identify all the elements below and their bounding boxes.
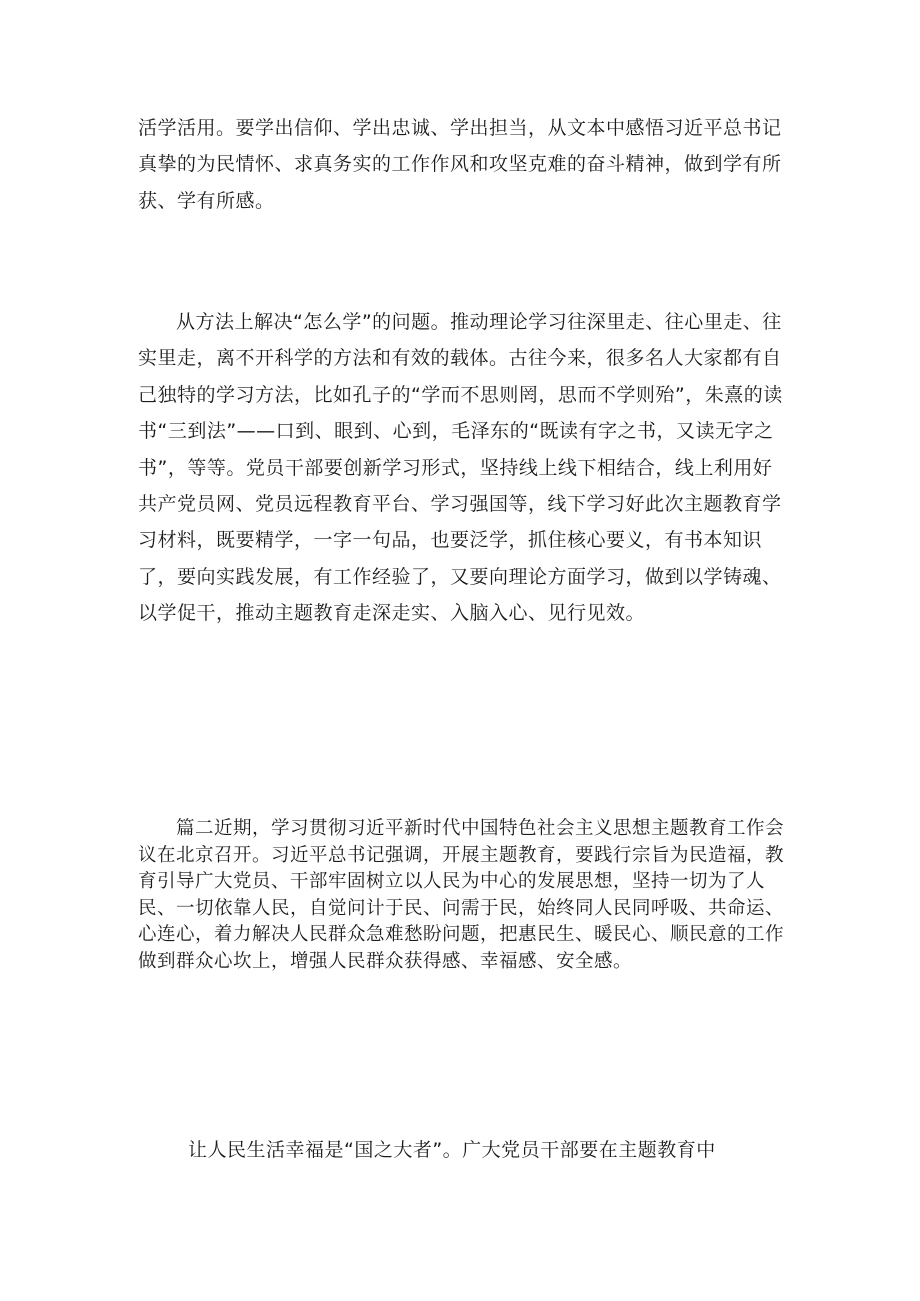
paragraph-part-two-intro: 篇二近期，学习贯彻习近平新时代中国特色社会主义思想主题教育工作会议在北京召开。习近平总书记强调，开展主题教育，要践行宗旨为民造福，教育引导广大党员、干部牢固树立以人民为中心的发展思想，坚持一切为了人民、一切依靠人民，自觉问计于民、问需于民，始终同人民同呼吸、共命运、心连心，着力解决人民群众急难愁盼问题，把惠民生、暖民心、顺民意的工作做到群众心坎上，增强人民群众获得感、幸福感、安全感。 [138, 818, 785, 972]
paragraph-study-application: 活学活用。要学出信仰、学出忠诚、学出担当，从文本中感悟习近平总书记真挚的为民情怀、求真务实的工作作风和攻坚克难的奋斗精神，做到学有所获、学有所感。 [138, 117, 782, 212]
paragraph-study-method: 从方法上解决“怎么学”的问题。推动理论学习往深里走、往心里走、往实里走，离不开科学的方法和有效的载体。古往今来，很多名人大家都有自己独特的学习方法，比如孔子的“学而不思则罔，思而不学则殆”，朱熹的读书“三到法”——口到、眼到、心到，毛泽东的“既读有字之书，又读无字之书”，等等。党员干部要创新学习形式，坚持线上线下相结合，线上利用好共产党员网、党员远程教育平台、学习强国等，线下学习好此次主题教育学习材料，既要精学，一字一句品，也要泛学，抓住核心要义，有书本知识了，要向实践发展，有工作经验了，又要向理论方面学习，做到以学铸魂、以学促干，推动主题教育走深走实、入脑入心、见行见效。 [138, 311, 783, 625]
paragraph-people-happiness: 让人民生活幸福是“国之大者”。广大党员干部要在主题教育中 [188, 1139, 716, 1161]
